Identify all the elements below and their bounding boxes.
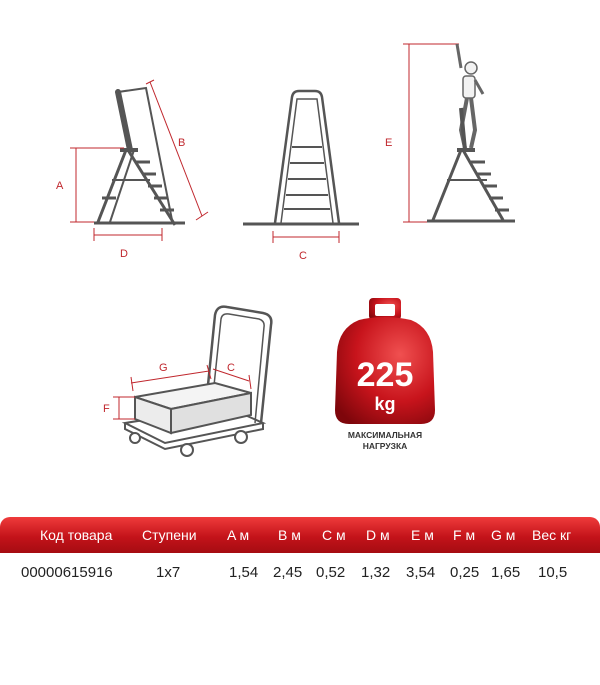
ladder-side-view [40,70,230,270]
header-product-code: Код товара [40,527,113,543]
header-f: F м [453,527,476,543]
cell-e: 3,54 [406,564,436,581]
dim-label-c-front: C [299,250,307,262]
max-load-caption-line1: МАКСИМАЛЬНАЯ [347,430,423,440]
max-load-weight-icon [335,290,435,430]
header-a: A м [227,527,250,543]
header-weight: Вес кг [532,527,572,543]
cell-d: 1,32 [361,564,391,581]
ladder-folded-on-trolley [95,295,285,460]
ladder-working-height-view [375,38,525,238]
dim-label-e: E [385,137,393,149]
max-load-caption [330,430,440,452]
dim-label-b: B [178,137,186,149]
header-steps: Ступени [142,527,197,543]
dim-label-a: A [56,180,64,192]
dim-label-f: F [103,403,110,415]
header-c: C м [322,527,346,543]
spec-table-header [0,517,600,553]
cell-c: 0,52 [316,564,346,581]
spec-table-row [0,558,600,588]
header-b: B м [278,527,301,543]
max-load-value: 225 [356,356,414,394]
cell-g: 1,65 [491,564,521,581]
ladder-front-view [235,85,365,265]
dim-label-c-trolley: C [227,362,235,374]
cell-weight: 10,5 [538,564,568,581]
max-load-caption-line2: НАГРУЗКА [362,441,408,451]
header-g: G м [491,527,516,543]
cell-product-code: 00000615916 [21,564,113,581]
max-load-unit: kg [374,394,396,414]
cell-a: 1,54 [229,564,259,581]
dim-label-g: G [159,362,168,374]
header-e: E м [411,527,434,543]
dim-label-d: D [120,248,128,260]
cell-steps: 1x7 [156,564,181,581]
cell-b: 2,45 [273,564,303,581]
header-d: D м [366,527,390,543]
cell-f: 0,25 [450,564,480,581]
